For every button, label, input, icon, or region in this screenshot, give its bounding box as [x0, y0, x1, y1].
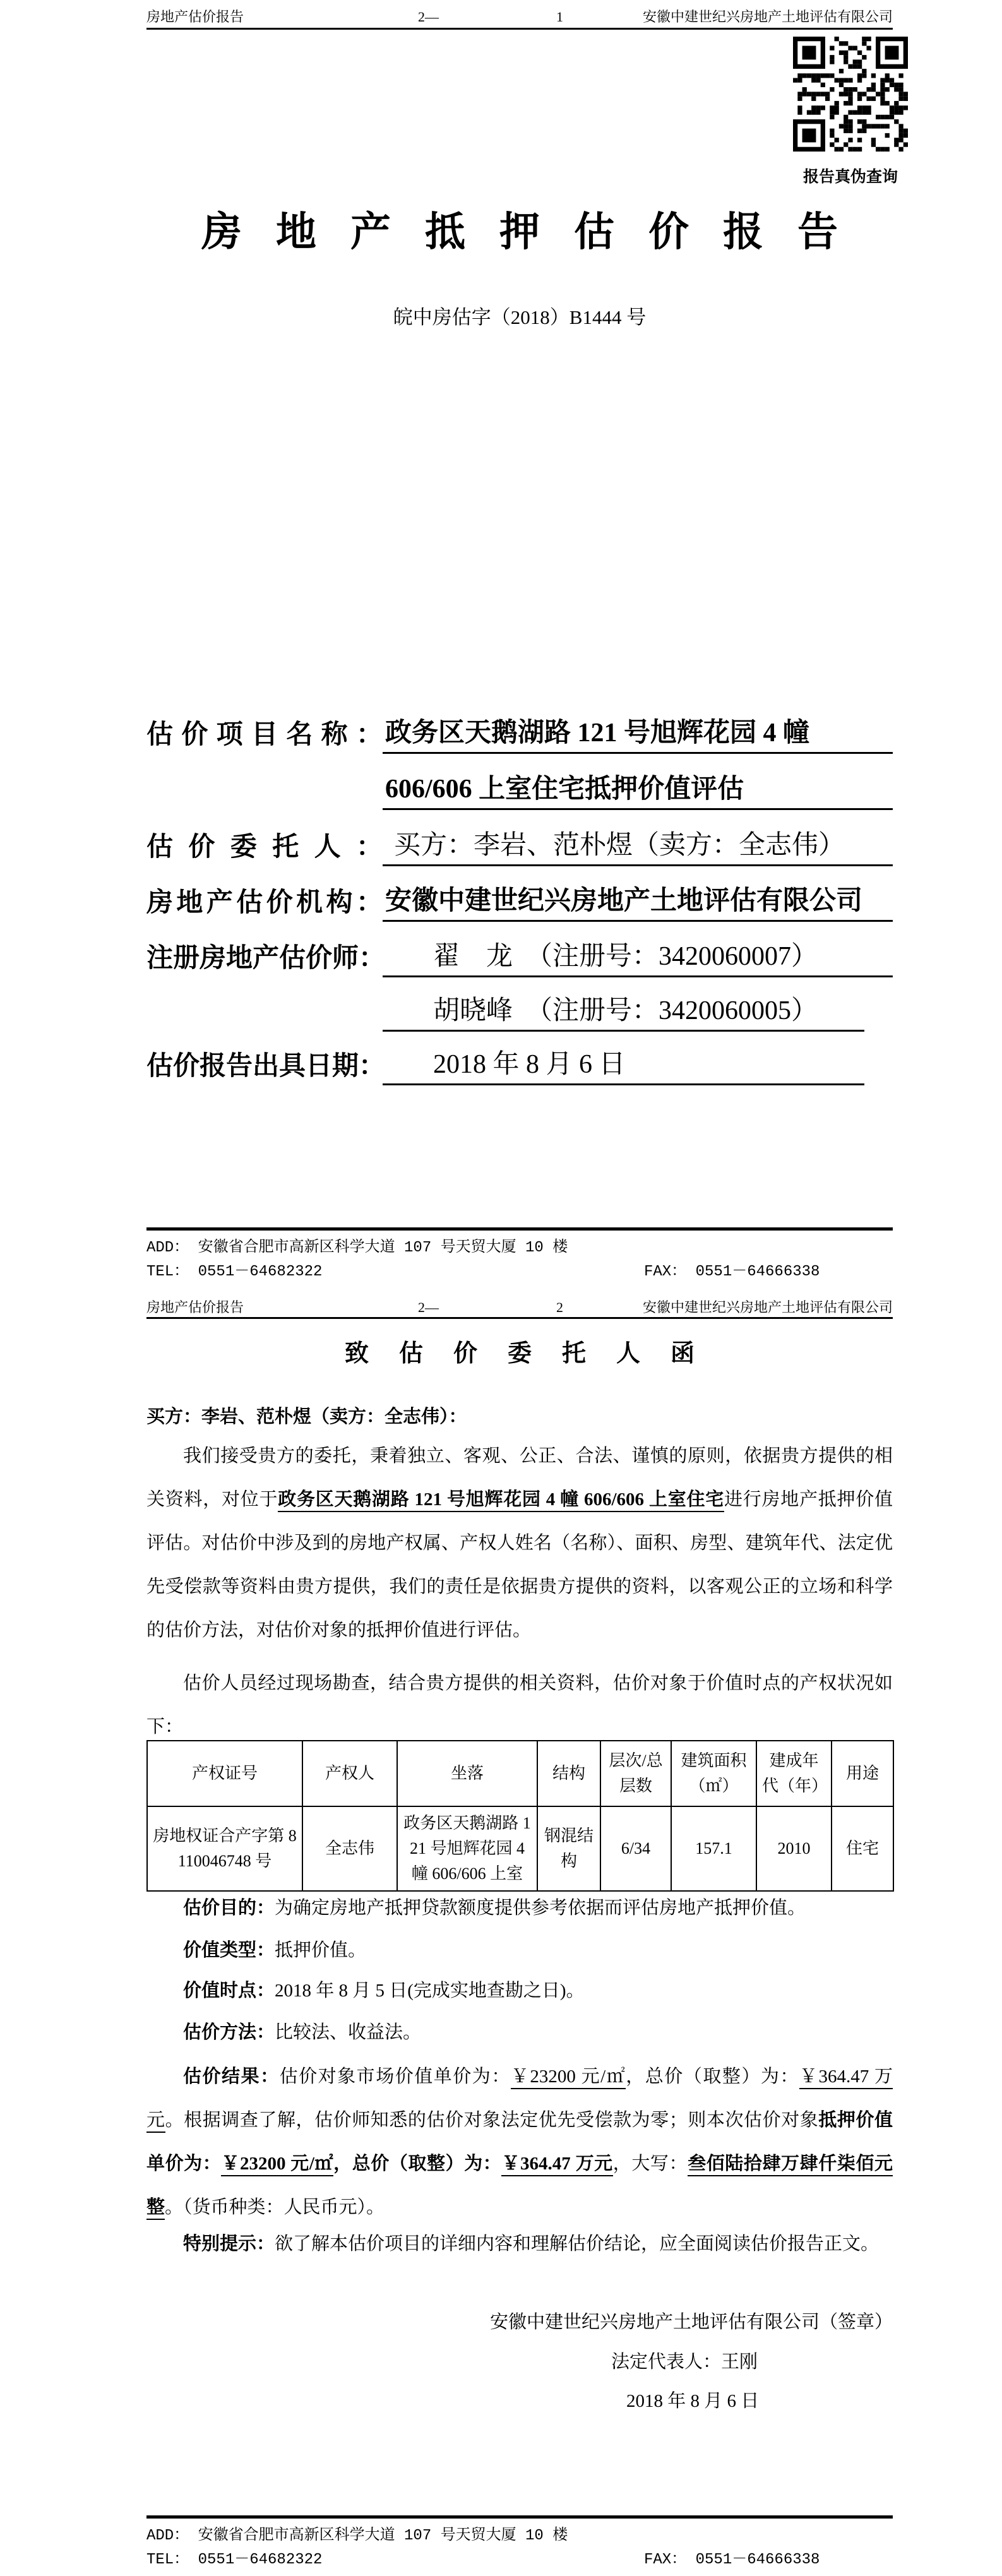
page-number-value: 2	[556, 1299, 563, 1315]
running-header-company: 安徽中建世纪兴房地产土地评估有限公司	[642, 1299, 893, 1315]
running-header-doc-type: 房地产估价报告	[146, 9, 244, 25]
page1-footer-address: ADD： 安徽省合肥市高新区科学大道 107 号天贸大厦 10 楼	[146, 1239, 568, 1256]
cell-location: 政务区天鹅湖路 121 号旭辉花园 4 幢 606/606 上室	[397, 1806, 537, 1891]
page2-footer-tel: TEL： 0551－64682322	[146, 2551, 323, 2568]
field-value: 翟 龙 （注册号：3420060007）	[383, 938, 893, 977]
cell-structure: 钢混结构	[537, 1806, 600, 1891]
cell-year: 2010	[756, 1806, 832, 1891]
field-project-name	[146, 712, 893, 754]
col-header-year: 建成年代（年）	[756, 1741, 832, 1806]
page-number	[418, 1299, 563, 1316]
running-header-company: 安徽中建世纪兴房地产土地评估有限公司	[642, 9, 893, 25]
field-label: 估价报告出具日期：	[146, 1052, 386, 1081]
field-appraiser-1	[146, 936, 893, 977]
qr-code-image	[793, 37, 908, 152]
col-header-owner: 产权人	[302, 1741, 397, 1806]
col-header-location: 坐落	[397, 1741, 537, 1806]
letter-salutation: 买方：李岩、范朴煜（卖方：全志伟）：	[146, 1407, 467, 1427]
page1-footer-rule	[146, 1227, 893, 1231]
page1-header-rule	[146, 28, 893, 30]
letter-paragraph-2: 估价人员经过现场勘查，结合贵方提供的相关资料，估价对象于价值时点的产权状况如下：	[146, 1673, 893, 1737]
letter-paragraph-1: 我们接受贵方的委托，秉着独立、客观、公正、合法、谨慎的原则，依据贵方提供的相关资料，对位于政务区天鹅湖路 121 号旭辉花园 4 幢 606/606 上室住宅进行房地产抵押价值评估。对估价中涉及到的房地产权属、产权人姓名（名称）、面积、房型、建筑年代、法定优先受偿款等资料由贵方提供，我们的责任是依据贵方提供的资料，以客观公正的立场和科学的估价方法，对估价对象的抵押价值进行评估。	[146, 1446, 893, 1640]
page-number-value: 1	[556, 9, 563, 25]
col-header-use: 用途	[832, 1741, 893, 1806]
page2-header-rule	[146, 1317, 893, 1319]
qr-code	[793, 37, 908, 152]
field-label: 房地产估价机构：	[146, 888, 383, 917]
col-header-area: 建筑面积（㎡）	[671, 1741, 756, 1806]
field-value: 安徽中建世纪兴房地产土地评估有限公司	[383, 882, 893, 922]
table-data-row	[147, 1806, 893, 1891]
item-value-date: 价值时点：2018 年 8 月 5 日(完成实地查勘之日)。	[183, 1981, 585, 2001]
signoff-date: 2018 年 8 月 6 日	[626, 2391, 760, 2411]
field-project-name-line2	[146, 768, 893, 810]
report-title: 房地产抵押估价报告	[201, 210, 872, 254]
running-header-doc-type: 房地产估价报告	[146, 1299, 244, 1315]
cell-owner: 全志伟	[302, 1806, 397, 1891]
field-client	[146, 825, 893, 866]
field-agency	[146, 880, 893, 922]
cell-use: 住宅	[832, 1806, 893, 1891]
signoff-legal-rep: 法定代表人：王刚	[611, 2352, 758, 2372]
field-appraiser-2	[146, 990, 893, 1032]
signoff-company: 安徽中建世纪兴房地产土地评估有限公司（签章）	[489, 2312, 893, 2332]
ownership-table	[146, 1740, 894, 1892]
field-value: 2018 年 8 月 6 日	[383, 1046, 864, 1085]
col-header-cert-no: 产权证号	[147, 1741, 302, 1806]
item-method: 估价方法：比较法、收益法。	[183, 2022, 422, 2042]
table-header-row	[147, 1741, 893, 1806]
field-label: 估价项目名称：	[146, 720, 383, 749]
page1-footer-tel: TEL： 0551－64682322	[146, 1263, 323, 1280]
page2-footer-address: ADD： 安徽省合肥市高新区科学大道 107 号天贸大厦 10 楼	[146, 2527, 568, 2544]
qr-caption: 报告真伪查询	[802, 169, 898, 186]
field-value: 政务区天鹅湖路 121 号旭辉花园 4 幢	[383, 714, 893, 754]
cell-cert-no: 房地权证合产字第 8110046748 号	[147, 1806, 302, 1891]
field-label: 注册房地产估价师：	[146, 944, 386, 973]
cell-area: 157.1	[671, 1806, 756, 1891]
col-header-floor: 层次/总层数	[600, 1741, 671, 1806]
page1-running-header	[146, 9, 893, 25]
item-result: 估价结果：估价对象市场价值单价为：￥23200 元/㎡，总价（取整）为：￥364.47 万元。根据调查了解，估价师知悉的估价对象法定优先受偿款为零；则本次估价对象抵押价值单价为：￥23200 元/㎡，总价（取整）为：￥364.47 万元，大写：叁佰陆拾肆万肆仟柒佰元整。（货币种类：人民币元）。	[146, 2055, 893, 2229]
field-value: 胡晓峰 （注册号：3420060005）	[383, 992, 864, 1032]
page2-running-header	[146, 1299, 893, 1316]
item-special-notice: 特别提示：欲了解本估价项目的详细内容和理解估价结论，应全面阅读估价报告正文。	[183, 2234, 880, 2254]
cell-floor: 6/34	[600, 1806, 671, 1891]
report-number: 皖中房估字（2018）B1444 号	[393, 306, 647, 328]
item-appraisal-purpose: 估价目的：为确定房地产抵押贷款额度提供参考依据而评估房地产抵押价值。	[183, 1898, 806, 1918]
page2-footer-fax: FAX： 0551－64666338	[644, 2551, 820, 2568]
col-header-structure: 结构	[537, 1741, 600, 1806]
field-issue-date	[146, 1044, 893, 1085]
page-number-prefix: 2—	[418, 9, 439, 25]
field-value: 买方：李岩、范朴煜（卖方：全志伟）	[383, 826, 893, 866]
page1-footer-fax: FAX： 0551－64666338	[644, 1263, 820, 1280]
page2-footer-rule	[146, 2515, 893, 2519]
letter-title: 致估价委托人函	[344, 1340, 725, 1367]
page-number-prefix: 2—	[418, 1299, 439, 1315]
field-label: 估价委托人：	[146, 833, 383, 862]
field-value: 606/606 上室住宅抵押价值评估	[383, 770, 893, 810]
item-value-type: 价值类型：抵押价值。	[183, 1940, 367, 1960]
page-number	[418, 9, 563, 25]
